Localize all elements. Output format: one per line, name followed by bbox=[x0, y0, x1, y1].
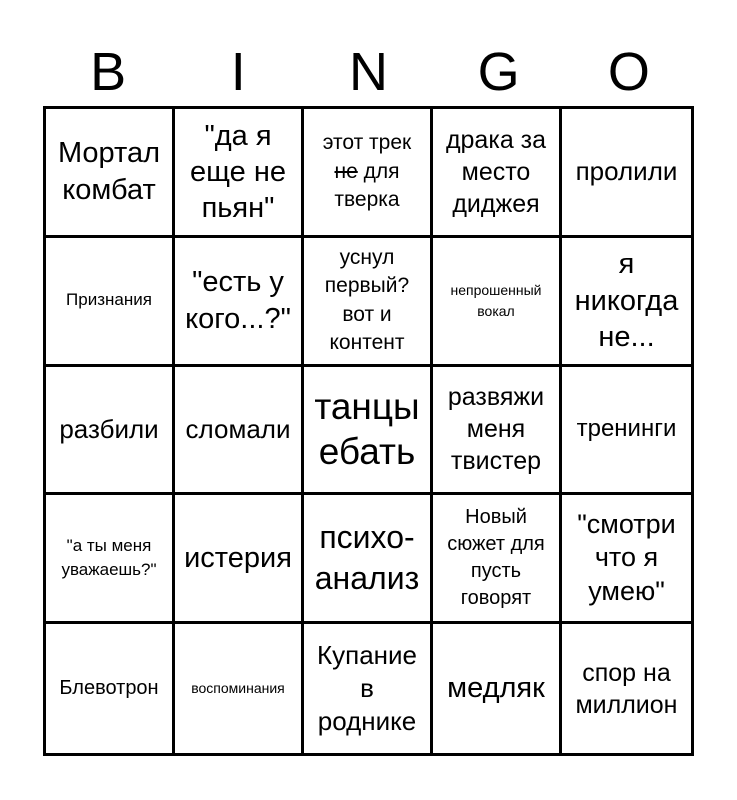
cell-text: Новый сюжет для пусть говорят bbox=[447, 506, 545, 610]
bingo-cell[interactable] bbox=[46, 495, 175, 624]
bingo-grid bbox=[43, 106, 694, 756]
cell-text: Купание в роднике bbox=[316, 639, 418, 737]
cell-text: "а ты меня уважаешь?" bbox=[61, 535, 157, 580]
cell-text: я никогда не... bbox=[574, 248, 679, 353]
cell-text: медляк bbox=[447, 672, 545, 705]
cell-text: тренинги bbox=[576, 415, 677, 443]
cell-text bbox=[323, 129, 411, 214]
bingo-cell[interactable] bbox=[562, 238, 691, 367]
cell-text-line bbox=[323, 158, 411, 186]
cell-text-word: для bbox=[363, 159, 400, 183]
bingo-cell[interactable] bbox=[175, 624, 304, 753]
header-letter-o: O bbox=[607, 42, 650, 102]
bingo-cell[interactable] bbox=[46, 367, 175, 496]
bingo-cell[interactable] bbox=[175, 495, 304, 624]
bingo-cell[interactable] bbox=[304, 495, 433, 624]
bingo-cell[interactable] bbox=[304, 624, 433, 753]
cell-text: уснул первый? вот и контент bbox=[324, 246, 410, 355]
bingo-cell[interactable] bbox=[433, 367, 562, 496]
bingo-cell[interactable] bbox=[46, 624, 175, 753]
bingo-cell[interactable] bbox=[304, 109, 433, 238]
cell-text: танцы ебать bbox=[314, 386, 420, 473]
cell-text: драка за место диджея bbox=[445, 125, 547, 218]
cell-text: истерия bbox=[184, 542, 292, 575]
bingo-cell[interactable] bbox=[175, 238, 304, 367]
strikethrough-text: не bbox=[334, 159, 358, 183]
header-letter-i: I bbox=[230, 42, 246, 102]
bingo-cell[interactable] bbox=[46, 238, 175, 367]
bingo-header bbox=[43, 38, 694, 106]
cell-text: Мортал комбат bbox=[57, 136, 161, 206]
bingo-cell[interactable] bbox=[562, 367, 691, 496]
cell-text: непрошенный вокал bbox=[450, 282, 542, 319]
cell-text: "да я еще не пьян" bbox=[190, 119, 286, 225]
cell-text: пролили bbox=[575, 156, 678, 187]
cell-text: разбили bbox=[59, 413, 159, 444]
bingo-cell[interactable] bbox=[433, 109, 562, 238]
cell-text: психо-анализ bbox=[314, 518, 420, 597]
cell-text: Признания bbox=[66, 290, 152, 310]
bingo-cell[interactable] bbox=[433, 495, 562, 624]
bingo-cell[interactable] bbox=[562, 495, 691, 624]
bingo-cell[interactable] bbox=[175, 367, 304, 496]
bingo-cell[interactable] bbox=[304, 238, 433, 367]
cell-text: развяжи меня твистер bbox=[447, 383, 545, 476]
cell-text: "есть у кого...?" bbox=[185, 266, 291, 335]
bingo-cell[interactable] bbox=[46, 109, 175, 238]
cell-text: Блевотрон bbox=[59, 677, 159, 700]
header-letter-g: G bbox=[477, 42, 520, 102]
cell-text: "смотри что я умею" bbox=[577, 508, 676, 607]
cell-text-line: этот трек bbox=[322, 131, 412, 155]
bingo-cell[interactable] bbox=[433, 624, 562, 753]
cell-text-line: тверка bbox=[334, 188, 400, 212]
header-letter-n: N bbox=[348, 42, 388, 102]
bingo-cell[interactable] bbox=[562, 624, 691, 753]
bingo-cell[interactable] bbox=[433, 238, 562, 367]
cell-text: сломали bbox=[185, 413, 291, 444]
header-letter-b: B bbox=[90, 42, 127, 102]
cell-text: воспоминания bbox=[191, 680, 285, 697]
cell-text: спор на миллион bbox=[575, 658, 678, 719]
bingo-cell[interactable] bbox=[304, 367, 433, 496]
bingo-cell[interactable] bbox=[562, 109, 691, 238]
bingo-cell[interactable] bbox=[175, 109, 304, 238]
